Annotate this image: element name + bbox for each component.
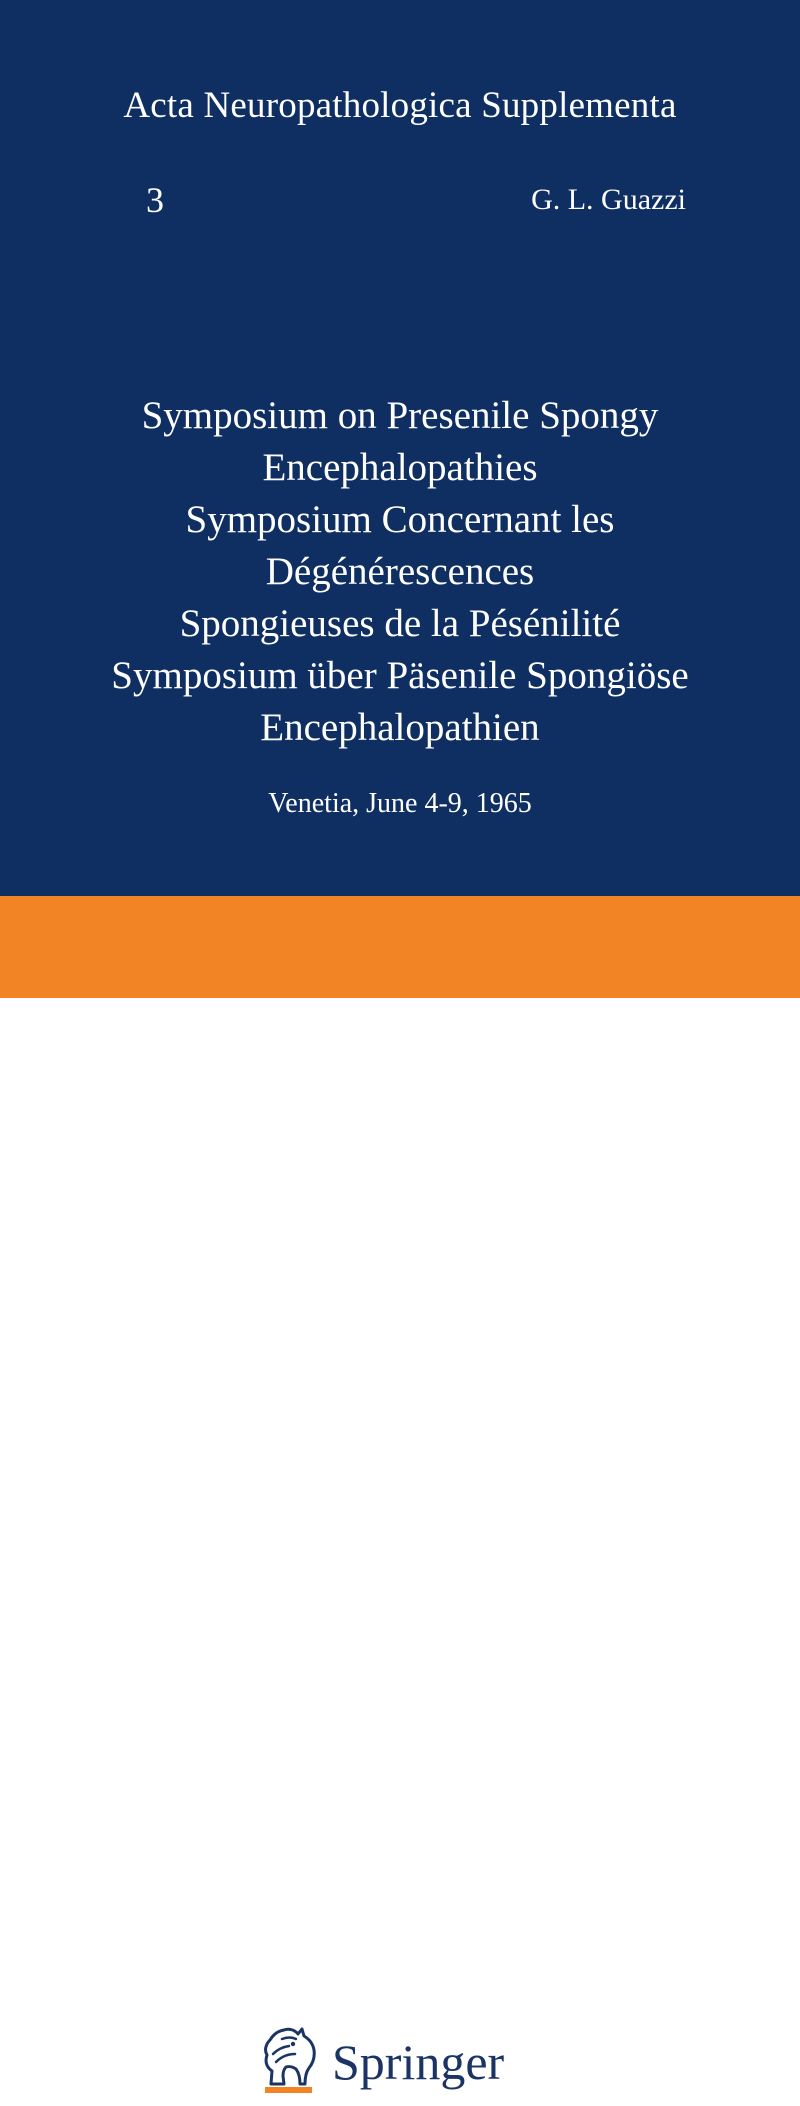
series-title: Acta Neuropathologica Supplementa xyxy=(123,85,677,126)
title-line: Symposium über Päsenile Spongiöse xyxy=(111,654,689,697)
orange-band xyxy=(0,896,800,998)
publisher-logo xyxy=(256,2026,546,2106)
title-line: Symposium Concernant les xyxy=(185,498,615,541)
publisher-band xyxy=(0,998,800,2090)
volume-number: 3 xyxy=(146,180,164,220)
event-subtitle: Venetia, June 4-9, 1965 xyxy=(268,788,532,819)
book-title xyxy=(0,390,800,754)
springer-horse-icon xyxy=(256,2026,320,2096)
title-line: Dégénérescences xyxy=(265,550,535,593)
title-line: Spongieuses de la Pésénilité xyxy=(179,602,621,645)
title-line: Encephalopathien xyxy=(260,706,540,749)
cover-top-panel xyxy=(0,0,800,896)
title-line: Symposium on Presenile Spongy xyxy=(141,394,659,437)
author-name: G. L. Guazzi xyxy=(531,183,686,216)
title-line: Encephalopathies xyxy=(262,446,538,489)
publisher-name: Springer xyxy=(332,2034,505,2090)
